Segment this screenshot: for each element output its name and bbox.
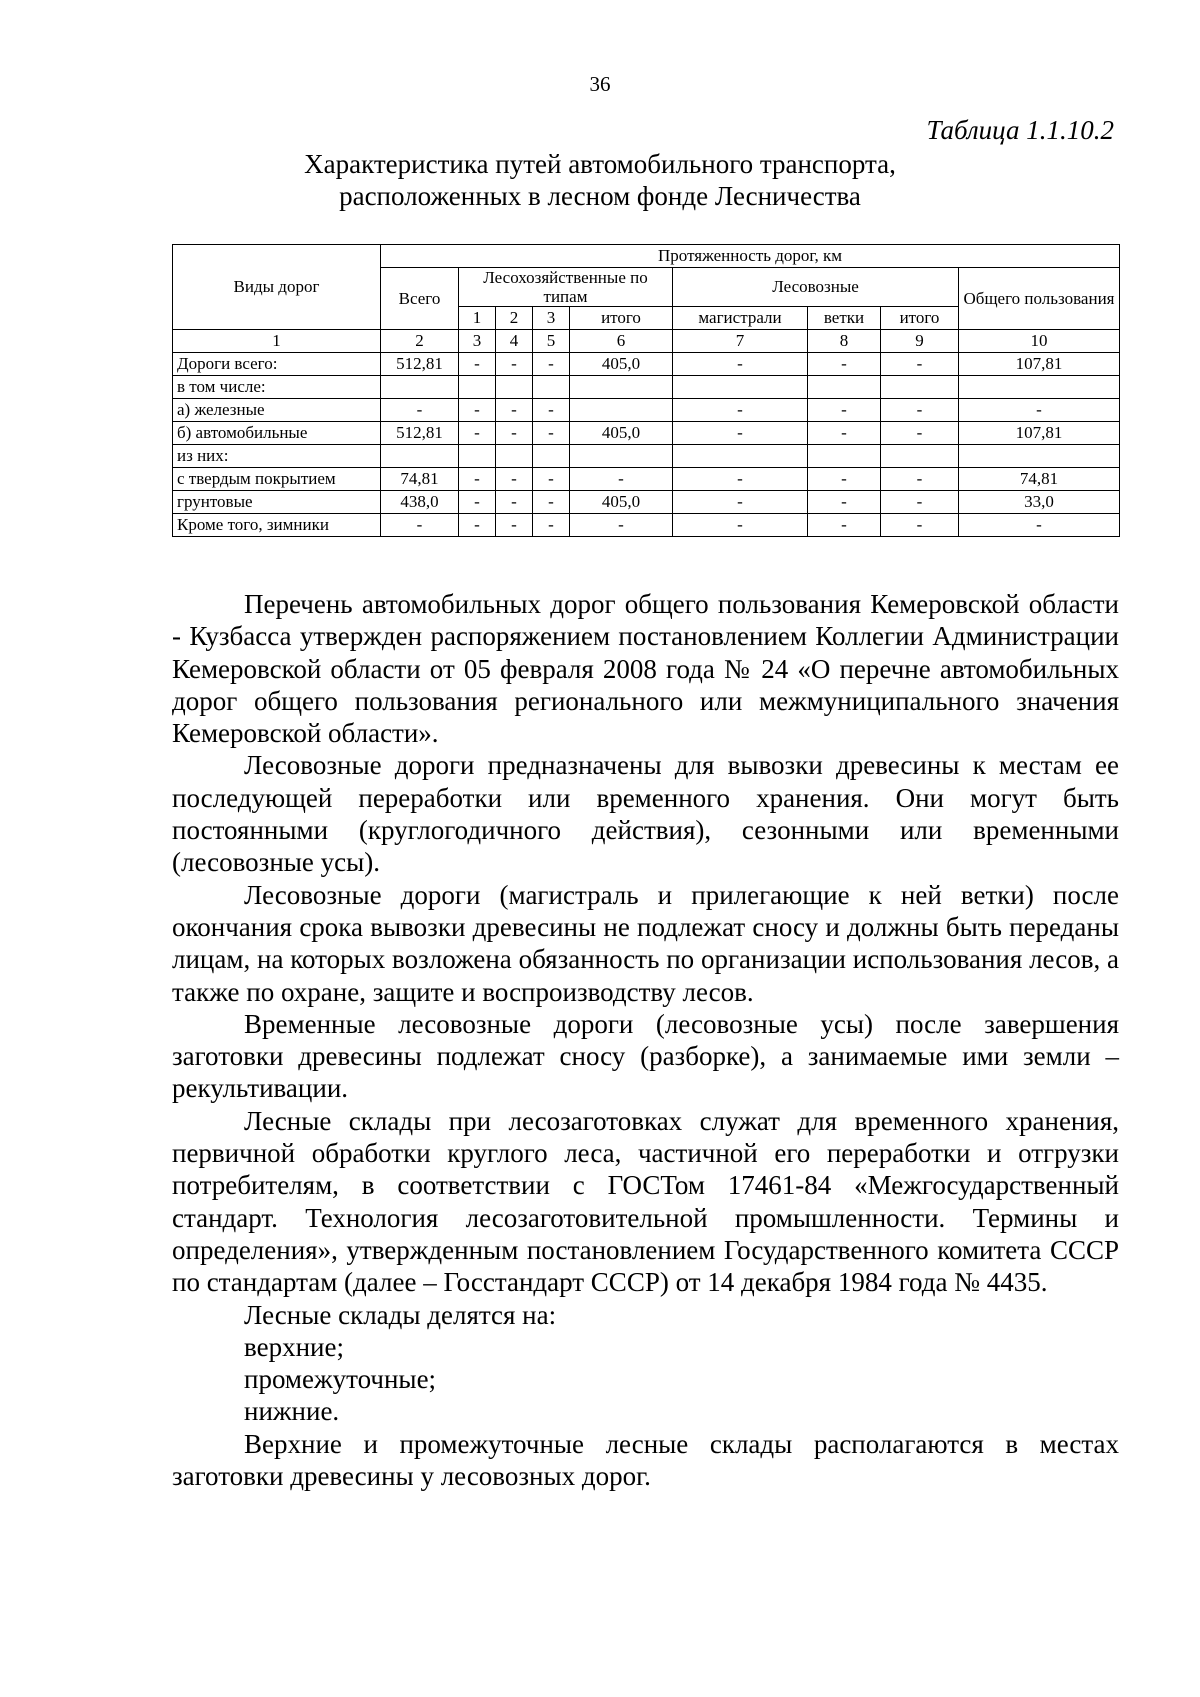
table-cell [533,376,570,399]
table-cell [959,376,1120,399]
table-cell: 74,81 [959,468,1120,491]
table-cell: - [808,468,881,491]
table-cell [533,445,570,468]
table-cell [459,445,496,468]
table-cell: 107,81 [959,353,1120,376]
table-cell: - [673,468,808,491]
table-row [173,491,1120,514]
table-cell [881,376,959,399]
table-cell: - [533,491,570,514]
table-row [173,445,1120,468]
column-number: 5 [533,330,570,353]
table-cell: - [533,514,570,537]
header-logging-branches: ветки [808,307,881,330]
table-cell: 33,0 [959,491,1120,514]
table-cell: - [381,399,459,422]
table-row [173,353,1120,376]
header-logging-main: магистрали [673,307,808,330]
table-cell: - [533,422,570,445]
header-logging: Лесовозные [673,268,959,307]
table-title-line-2: расположенных в лесном фонде Лесничества [339,181,861,211]
column-number: 9 [881,330,959,353]
column-number: 8 [808,330,881,353]
table-cell [570,399,673,422]
table-cell: 512,81 [381,353,459,376]
body-text [172,588,1119,1492]
table-row [173,514,1120,537]
header-forestry-subtotal: итого [570,307,673,330]
table-cell: - [881,514,959,537]
table-cell: - [673,491,808,514]
table-cell [381,376,459,399]
table-cell: - [459,422,496,445]
paragraph: Верхние и промежуточные лесные склады располагаются в местах заготовки древесины у лесовозных дорог. [172,1428,1119,1492]
table-cell [673,445,808,468]
column-number: 3 [459,330,496,353]
header-public: Общего пользования [959,268,1120,330]
table-cell: - [533,399,570,422]
column-number: 1 [173,330,381,353]
table-title [0,148,1200,212]
header-length: Протяженность дорог, км [381,245,1120,268]
table-cell: - [496,491,533,514]
table-cell [496,376,533,399]
table-cell: - [881,353,959,376]
table-cell: 405,0 [570,491,673,514]
paragraph: промежуточные; [244,1364,437,1395]
header-forestry: Лесохозяйственные по типам [459,268,673,307]
table-cell: 438,0 [381,491,459,514]
paragraph: Лесные склады делятся на: [244,1299,557,1330]
paragraph: Лесовозные дороги (магистраль и прилегающие к ней ветки) после окончания срока вывозки древесины не подлежат сносу и должны быть переданы лицам, на которых возложена обязанность по организации использования лесов, а также по охране, защите и воспроизводству лесов. [172,879,1119,1007]
paragraph: верхние; [244,1331,344,1362]
table-cell: - [459,514,496,537]
table-cell: - [570,468,673,491]
table-cell: - [673,353,808,376]
column-number: 2 [381,330,459,353]
column-number: 10 [959,330,1120,353]
table-cell [459,376,496,399]
table-cell [673,376,808,399]
table-row [173,468,1120,491]
table-cell [570,376,673,399]
table-cell: - [459,399,496,422]
row-label: б) автомобильные [173,422,381,445]
table-cell: - [496,514,533,537]
table-cell: - [673,514,808,537]
table-cell: 74,81 [381,468,459,491]
table-cell: 405,0 [570,353,673,376]
table-title-line-1: Характеристика путей автомобильного транспорта, [304,149,896,179]
table-cell: - [881,491,959,514]
table-cell [808,445,881,468]
table-cell [381,445,459,468]
table-cell: - [959,399,1120,422]
header-forestry-type-3: 3 [533,307,570,330]
column-numbers-row [173,330,1120,353]
table-cell [959,445,1120,468]
table-cell: - [381,514,459,537]
paragraph: Временные лесовозные дороги (лесовозные усы) после завершения заготовки древесины подлежат сносу (разборке), а занимаемые ими земли – рекультивации. [172,1008,1119,1104]
column-number: 7 [673,330,808,353]
header-total: Всего [381,268,459,330]
table-cell: - [881,399,959,422]
table-cell: - [496,399,533,422]
table-cell: - [808,422,881,445]
row-label: Кроме того, зимники [173,514,381,537]
paragraph: Перечень автомобильных дорог общего пользования Кемеровской области - Кузбасса утвержден распоряжением постановлением Коллегии Администрации Кемеровской области от 05 февраля 2008 года № 24 «О перечне автомобильных дорог общего пользования регионального или межмуниципального значения Кемеровской области». [172,589,1119,749]
table-cell: - [496,353,533,376]
table-cell [496,445,533,468]
table-row [173,422,1120,445]
row-label: Дороги всего: [173,353,381,376]
table-cell: - [881,422,959,445]
paragraph: нижние. [244,1396,340,1427]
table-cell: - [881,468,959,491]
header-forestry-type-1: 1 [459,307,496,330]
table-row [173,399,1120,422]
column-number: 4 [496,330,533,353]
table-cell: - [808,514,881,537]
table-caption: Таблица 1.1.10.2 [926,115,1114,145]
page-number: 36 [589,72,611,96]
row-label: из них: [173,445,381,468]
row-label: с твердым покрытием [173,468,381,491]
table-cell: - [673,422,808,445]
table-cell: - [570,514,673,537]
table-cell: - [496,468,533,491]
table-cell: 107,81 [959,422,1120,445]
table-cell: - [459,491,496,514]
header-logging-subtotal: итого [881,307,959,330]
paragraph: Лесные склады при лесозаготовках служат для временного хранения, первичной обработки круглого леса, частичной его переработки и отгрузки потребителям, в соответствии с ГОСТом 17461-84 «Межгосударственный стандарт. Технология лесозаготовительной промышленности. Термины и определения», утвержденным постановлением Государственного комитета СССР по стандартам (далее – Госстандарт СССР) от 14 декабря 1984 года № 4435. [172,1105,1119,1298]
table-cell: 405,0 [570,422,673,445]
paragraph: Лесовозные дороги предназначены для вывозки древесины к местам ее последующей переработки или временного хранения. Они могут быть постоянными (круглогодичного действия), сезонными или временными (лесовозные усы). [172,750,1119,878]
row-label: в том числе: [173,376,381,399]
table-cell: - [533,353,570,376]
table-cell: - [673,399,808,422]
table-cell: - [808,399,881,422]
table-cell: - [808,353,881,376]
table-cell: - [959,514,1120,537]
table-cell: - [459,468,496,491]
roads-table-body [173,330,1120,537]
row-label: грунтовые [173,491,381,514]
table-cell: - [459,353,496,376]
table-cell [881,445,959,468]
roads-table [172,244,1120,537]
header-forestry-type-2: 2 [496,307,533,330]
table-cell: - [533,468,570,491]
table-cell [808,376,881,399]
table-cell [570,445,673,468]
table-cell: - [496,422,533,445]
column-number: 6 [570,330,673,353]
table-row [173,376,1120,399]
header-road-types: Виды дорог [173,245,381,330]
table-cell: 512,81 [381,422,459,445]
table-cell: - [808,491,881,514]
row-label: а) железные [173,399,381,422]
